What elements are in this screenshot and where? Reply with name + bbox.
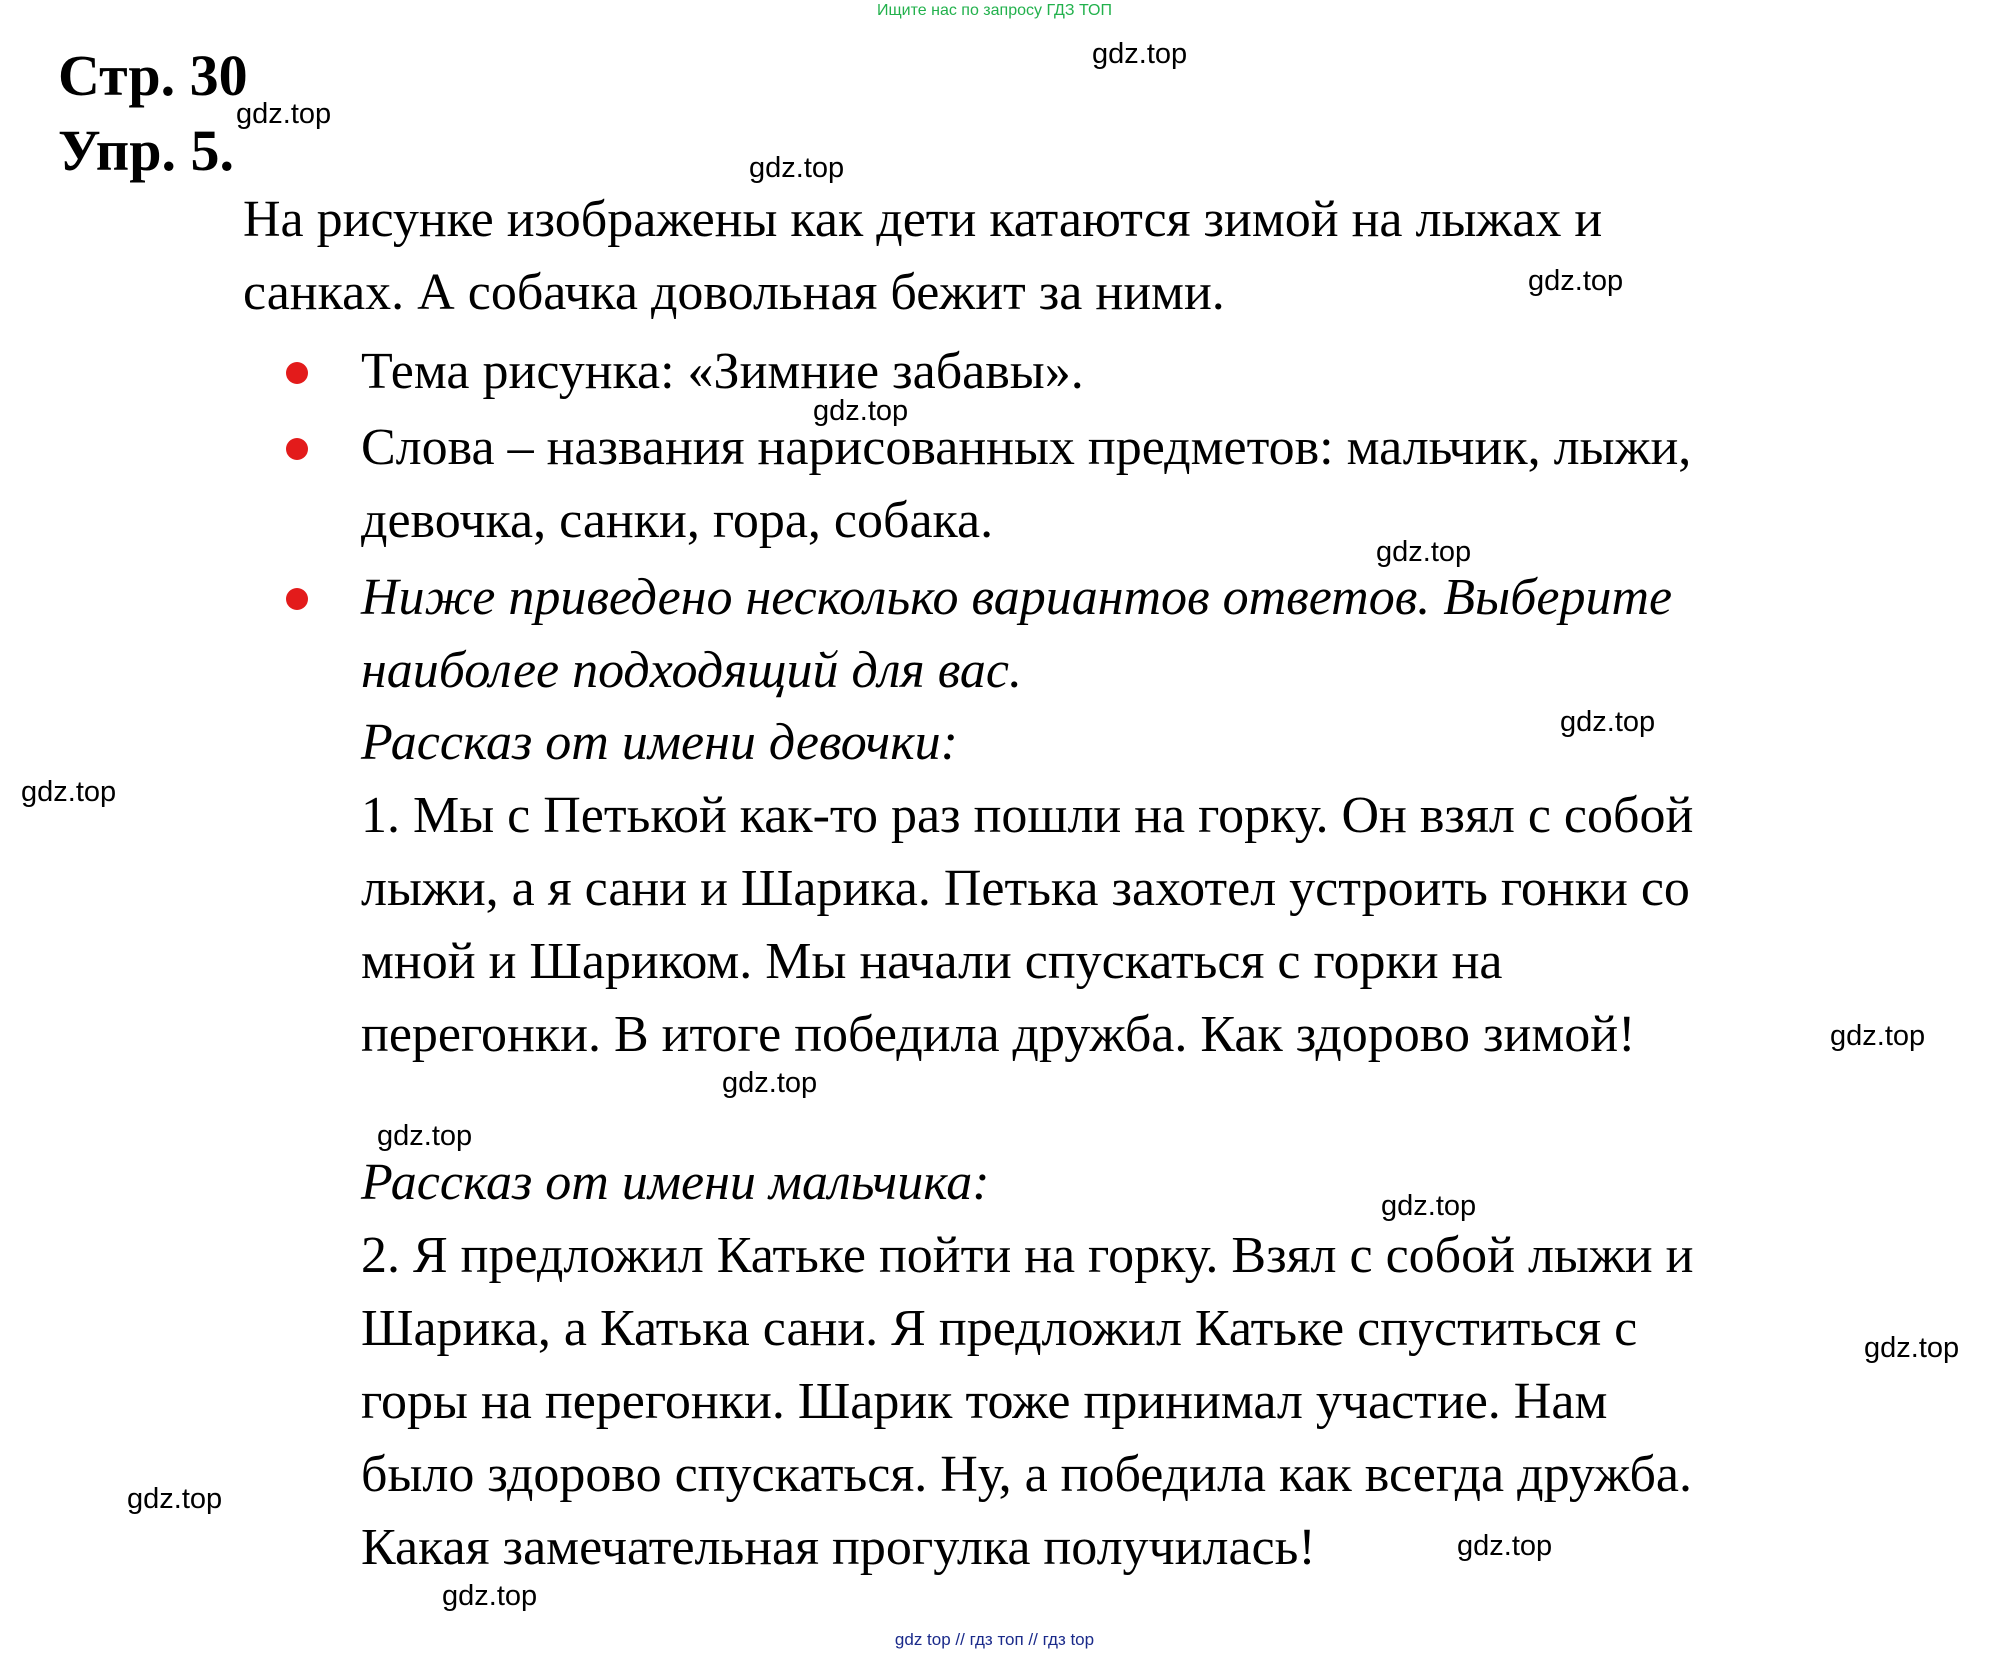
- page-ref: Стр. 30: [58, 43, 248, 108]
- watermark: gdz.top: [127, 1483, 223, 1515]
- watermark: gdz.top: [1560, 706, 1656, 738]
- watermark: gdz.top: [1376, 536, 1472, 568]
- watermark: gdz.top: [813, 395, 909, 427]
- bullet-dot-icon: [286, 362, 308, 384]
- watermark: gdz.top: [1381, 1190, 1477, 1222]
- watermark: gdz.top: [1528, 265, 1624, 297]
- story-boy-heading: Рассказ от имени мальчика:: [361, 1154, 990, 1211]
- story-girl-line-3: мной и Шариком. Мы начали спускаться с горки на: [361, 933, 1503, 990]
- top-banner: Ищите нас по запросу ГДЗ ТОП: [877, 2, 1112, 19]
- words-line-2: девочка, санки, гора, собака.: [361, 492, 994, 549]
- bullet-dot-icon: [286, 438, 308, 460]
- story-boy-line-5: Какая замечательная прогулка получилась!: [361, 1519, 1316, 1576]
- watermark: gdz.top: [1457, 1530, 1553, 1562]
- watermark: gdz.top: [722, 1067, 818, 1099]
- watermark: gdz.top: [1830, 1020, 1926, 1052]
- watermark: gdz.top: [1092, 38, 1188, 70]
- story-boy-line-4: было здорово спускаться. Ну, а победила как всегда дружба.: [361, 1446, 1692, 1503]
- story-girl-heading: Рассказ от имени девочки:: [361, 714, 958, 771]
- intro-line-2: санках. А собачка довольная бежит за ними.: [243, 264, 1225, 321]
- story-girl-line-2: лыжи, а я сани и Шарика. Петька захотел устроить гонки со: [361, 860, 1690, 917]
- story-girl-line-1: 1. Мы с Петькой как-то раз пошли на горку. Он взял с собой: [361, 787, 1694, 844]
- watermark: gdz.top: [236, 98, 332, 130]
- exercise-ref: Упр. 5.: [58, 118, 234, 183]
- theme-line: Тема рисунка: «Зимние забавы».: [361, 343, 1084, 400]
- note-line-1: Ниже приведено несколько вариантов ответов. Выберите: [361, 569, 1673, 626]
- watermark: gdz.top: [1864, 1332, 1960, 1364]
- watermark: gdz.top: [377, 1120, 473, 1152]
- story-boy-line-3: горы на перегонки. Шарик тоже принимал участие. Нам: [361, 1373, 1608, 1430]
- watermark: gdz.top: [442, 1580, 538, 1612]
- words-line-1: Слова – названия нарисованных предметов: мальчик, лыжи,: [361, 419, 1692, 476]
- story-boy-line-1: 2. Я предложил Катьке пойти на горку. Взял с собой лыжи и: [361, 1227, 1694, 1284]
- footer-watermark: gdz top // гдз топ // гдз top: [894, 1630, 1095, 1649]
- bullet-dot-icon: [286, 588, 308, 610]
- watermark: gdz.top: [749, 152, 845, 184]
- note-line-2: наиболее подходящий для вас.: [361, 642, 1022, 699]
- watermark: gdz.top: [21, 776, 117, 808]
- story-boy-line-2: Шарика, а Катька сани. Я предложил Катьке спуститься с: [361, 1300, 1638, 1357]
- story-girl-line-4: перегонки. В итоге победила дружба. Как здорово зимой!: [361, 1006, 1636, 1063]
- intro-line-1: На рисунке изображены как дети катаются зимой на лыжах и: [243, 191, 1603, 248]
